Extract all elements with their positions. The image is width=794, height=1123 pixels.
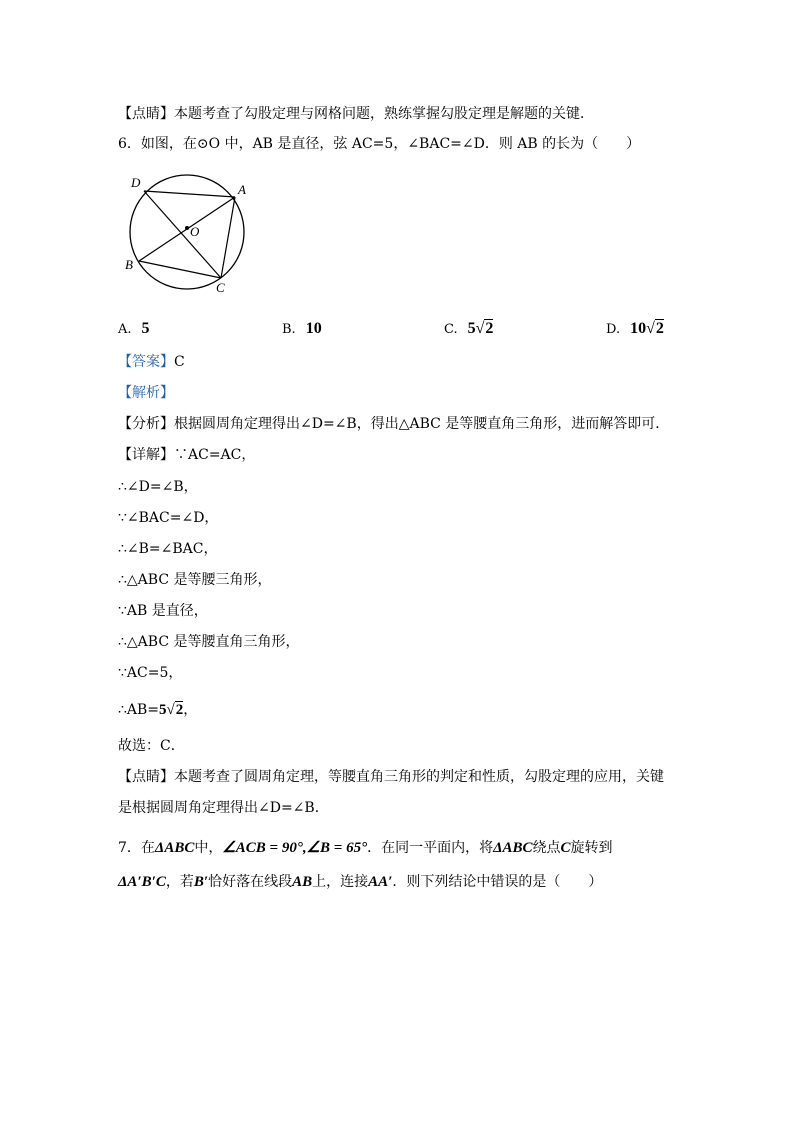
center-point <box>185 226 189 230</box>
final-radicand: 2 <box>175 702 184 718</box>
label-b: B <box>125 257 133 272</box>
option-b-letter: B. <box>282 322 296 337</box>
sqrt-icon: √2 <box>166 702 184 718</box>
label-a: A <box>238 182 246 197</box>
option-c-coef: 5 <box>467 320 476 337</box>
prev-note-tag: 【点睛】 <box>118 106 174 122</box>
detail-tag: 【详解】 <box>118 447 174 463</box>
q6-stem: 6．如图，在⊙O 中，AB 是直径，弦 AC=5，∠BAC=∠D．则 AB 的长为（ ） <box>118 136 641 152</box>
label-c: C <box>216 280 225 295</box>
circle-o <box>130 175 244 289</box>
option-d-coef: 10 <box>630 320 647 337</box>
q7-t7: 上，连接 <box>312 874 369 890</box>
step-5: ∵AB 是直径， <box>118 603 208 619</box>
fenxi-tag: 【分析】 <box>118 416 174 432</box>
option-a[interactable] <box>118 318 150 341</box>
option-c[interactable] <box>444 318 493 341</box>
prev-note <box>118 104 594 124</box>
step-7: ∵AC=5， <box>118 665 183 681</box>
q7-line-2 <box>118 872 602 892</box>
option-b[interactable] <box>282 318 322 341</box>
q7-tri1: ΔABC <box>154 840 195 856</box>
sqrt-icon: √2 <box>646 320 664 337</box>
segment-da <box>144 191 235 197</box>
q7-aa: AA′ <box>368 874 393 890</box>
option-d-letter: D. <box>606 322 621 337</box>
analysis-tag: 【解析】 <box>118 385 174 401</box>
q7-t5: ，若 <box>165 874 194 890</box>
option-c-radicand: 2 <box>485 320 494 337</box>
sqrt-icon: √2 <box>475 320 494 337</box>
q7-t6: 恰好落在线段 <box>208 874 293 890</box>
label-o: O <box>190 224 200 239</box>
option-b-value: 10 <box>305 320 322 337</box>
label-d: D <box>131 175 141 190</box>
detail-line <box>118 445 255 465</box>
fenxi-line <box>118 414 669 434</box>
q7-seg: AB <box>292 874 313 890</box>
q7-t3: 绕点 <box>532 840 561 856</box>
q7-t4: 旋转到 <box>570 840 613 856</box>
prev-note-text: 本题考查了勾股定理与网格问题，熟练掌握勾股定理是解题的关键． <box>174 106 594 122</box>
q7-point-c: C <box>560 840 571 856</box>
option-a-letter: A. <box>118 322 132 337</box>
q7-bprime: B′ <box>193 874 209 890</box>
step-4: ∴△ABC 是等腰三角形， <box>118 572 272 588</box>
step-2: ∵∠BAC=∠D， <box>118 510 219 526</box>
answer-tag: 【答案】 <box>118 354 174 370</box>
q7-t2: ．在同一平面内，将 <box>367 840 494 856</box>
circle-figure <box>118 165 258 295</box>
fenxi-text: 根据圆周角定理得出∠D=∠B，得出△ABC 是等腰直角三角形，进而解答即可． <box>174 416 670 432</box>
q7-t1: 中， <box>194 840 223 856</box>
step-6: ∴△ABC 是等腰直角三角形， <box>118 634 300 650</box>
step-3: ∴∠B=∠BAC， <box>118 541 218 557</box>
note-line-1 <box>118 767 664 787</box>
q7-tri3: ΔA′B′C <box>118 874 166 890</box>
q7-num: 7．在 <box>118 840 155 856</box>
step-1: ∴∠D=∠B， <box>118 479 198 495</box>
q7-t8: ．则下列结论中错误的是（ ） <box>392 874 603 890</box>
option-a-value: 5 <box>141 320 150 337</box>
option-d-radicand: 2 <box>655 320 664 337</box>
option-d-value <box>630 320 664 337</box>
final-prefix: ∴AB= <box>118 702 160 718</box>
final-suffix: ， <box>183 702 198 718</box>
option-d[interactable] <box>606 318 664 341</box>
detail-first: ∵AC=AC， <box>174 447 256 463</box>
answer-value: C <box>174 354 185 370</box>
q7-tri2: ΔABC <box>493 840 533 856</box>
final-coef: 5 <box>159 702 167 718</box>
final-step <box>118 700 197 720</box>
choose-line: 故选：C． <box>118 738 185 754</box>
option-c-value <box>468 320 494 337</box>
note-line-2: 是根据圆周角定理得出∠D=∠B． <box>118 800 329 816</box>
answer-line <box>118 352 185 372</box>
note-text-1: 本题考查了圆周角定理，等腰直角三角形的判定和性质，勾股定理的应用，关键 <box>174 769 664 785</box>
note-tag: 【点睛】 <box>118 769 174 785</box>
q7-line-1 <box>118 838 613 858</box>
option-c-letter: C. <box>444 322 458 337</box>
q7-angles: ∠ACB = 90°,∠B = 65° <box>222 840 368 856</box>
